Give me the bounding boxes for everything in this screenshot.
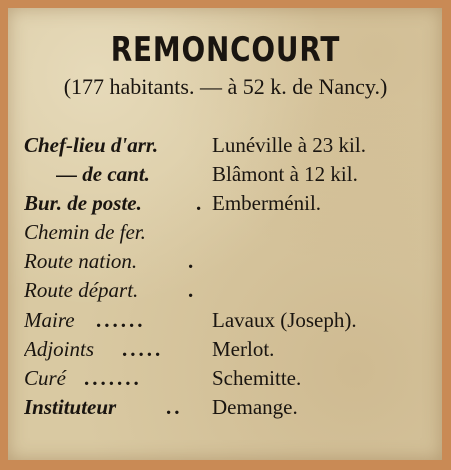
row-value: Demange.	[212, 395, 298, 419]
row-leader-dots: ..	[166, 395, 183, 419]
row-value: Merlot.	[212, 337, 275, 361]
row-label: — de cant.	[56, 162, 150, 186]
row-label: Route départ.	[24, 278, 139, 302]
row-label: Bur. de poste.	[24, 191, 142, 215]
info-row-chef-lieu-arr	[24, 133, 444, 161]
row-leader-dots: ......	[96, 308, 146, 332]
info-row-route-nationale	[24, 249, 444, 277]
row-leader-dots: .	[196, 191, 205, 215]
info-row-adjoints	[24, 337, 444, 365]
row-label: Instituteur	[24, 395, 117, 419]
info-row-maire	[24, 308, 444, 336]
row-value: Blâmont à 12 kil.	[212, 162, 358, 186]
row-label: Route nation.	[24, 249, 138, 273]
info-row-chef-lieu-cant	[24, 162, 444, 190]
info-row-chemin-de-fer	[24, 220, 444, 248]
row-value: Schemitte.	[212, 366, 302, 390]
row-value: Lavaux (Joseph).	[212, 308, 357, 332]
row-label: Maire	[24, 308, 75, 332]
row-leader-dots: .	[188, 278, 197, 302]
page-subtitle: (177 habitants. — à 52 k. de Nancy.)	[63, 74, 388, 99]
page-title: REMONCOURT	[110, 30, 341, 70]
info-row-bureau-poste	[24, 191, 444, 219]
info-row-instituteur	[24, 395, 444, 423]
row-value: Emberménil.	[212, 191, 322, 215]
row-leader-dots: .	[188, 249, 197, 273]
row-leader-dots: .....	[122, 337, 164, 361]
row-leader-dots: .......	[84, 366, 142, 390]
row-label: Chemin de fer.	[24, 220, 146, 244]
row-value: Lunéville à 23 kil.	[212, 133, 366, 157]
row-label: Curé	[24, 366, 66, 390]
info-row-route-departementale	[24, 278, 444, 306]
row-label: Adjoints	[24, 337, 95, 361]
row-label: Chef-lieu d'arr.	[24, 133, 159, 157]
info-row-cure	[24, 366, 444, 394]
